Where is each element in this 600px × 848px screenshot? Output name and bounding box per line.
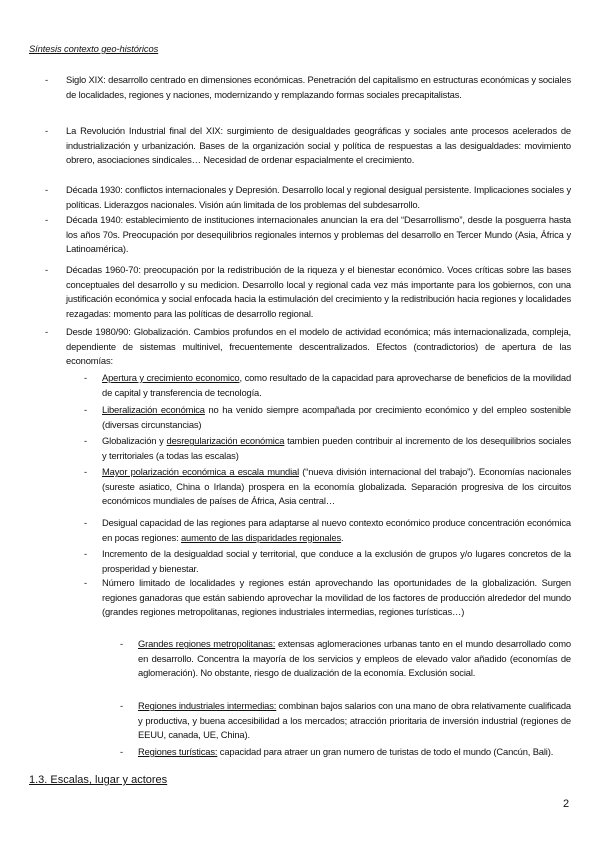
underlined-term: Regiones turísticas: — [138, 746, 218, 757]
sub-bullet-polarizacion: Mayor polarización económica a escala mundial (“nueva división internacional del trabajo”). Economías nacionales (sureste asiatico, China o Irlanda) prospera en la economía globalizada. Separación progresiva de los circuitos económicos mundiales de países de África, Asia central… — [102, 466, 571, 506]
section-heading: Síntesis contexto geo-históricos — [29, 43, 159, 54]
sub-sub-bullet-industriales: Regiones industriales intermedias: combinan bajos salarios con una mano de obra relativamente cualificada y productiva, y buena accesibilidad a los mercados; atracción prioritaria de inversión industrial (regiones de EEUU, canada, UE, China). — [138, 700, 571, 740]
bullet-decada-1930: Década 1930: conflictos internacionales y Depresión. Desarrollo local y regional desigual persistente. Implicaciones sociales y políticas. Liderazgos nacionales. Visión aún limitada de los problemas del subdesarrollo. — [66, 184, 571, 210]
sub-sub-bullet-turisticas: Regiones turísticas: capacidad para atraer un gran numero de turistas de todo el mundo (Cancún, Bali). — [138, 746, 554, 757]
sub-sub-bullet-dash: - — [120, 638, 124, 649]
sub-bullet-dash: - — [84, 435, 88, 446]
sub-sub-bullet-dash: - — [120, 700, 124, 711]
underlined-term: Liberalización económica — [102, 404, 205, 415]
sub-bullet-desregularizacion: Globalización y desregularización económica tambien pueden contribuir al incremento de los desequilibrios sociales y territoriales (a todas las escalas) — [102, 435, 572, 461]
underlined-term: Grandes regiones metropolitanas: — [138, 638, 276, 649]
bullet-revolucion-industrial: La Revolución Industrial final del XIX: surgimiento de desigualdades geográficas y sociales ante procesos acelerados de industrialización y urbanización. Bases de la organización social y política de respuestas a las desigualdades: movimiento obrero, asociaciones sindicales… Necesidad de ordenar espacialmente el crecimiento. — [66, 125, 571, 165]
sub-bullet-dash: - — [84, 404, 88, 415]
underlined-term: aumento de las disparidades regionales — [180, 531, 342, 543]
bullet-dash: - — [45, 74, 49, 85]
sub-bullet-apertura: Apertura y crecimiento economico, como resultado de la capacidad para aprovecharse de beneficios de la movilidad de capital y transferencia de tecnología. — [102, 372, 572, 398]
sub-bullet-disparidades: Desigual capacidad de las regiones para adaptarse al nuevo contexto económico produce concentración económica en pocas regiones: aumento de las disparidades regionales. — [102, 517, 571, 543]
sub-bullet-dash: - — [84, 517, 88, 528]
sub-bullet-regiones-ganadoras: Número limitado de localidades y regiones están aprovechando las oportunidades de la globalización. Surgen regiones ganadoras que están sabiendo aprovechar la movilidad de los factores de producción alrededor del mundo (grandes regiones metropolitanas, regiones industriales intermedias, regiones turísticas…) — [102, 577, 571, 617]
sub-bullet-dash: - — [84, 466, 88, 477]
underlined-term: Apertura y crecimiento economico — [102, 372, 240, 383]
underlined-term: Regiones industriales intermedias: — [138, 700, 277, 711]
bullet-dash: - — [45, 184, 49, 195]
underlined-term: Mayor polarización económica a escala mundial — [102, 466, 299, 477]
sub-bullet-liberalizacion: Liberalización económica no ha venido siempre acompañada por crecimiento económico y del empleo sostenible (diversas circunstancias) — [102, 404, 571, 430]
sub-sub-bullet-metropolitanas: Grandes regiones metropolitanas: extensas aglomeraciones urbanas tanto en el mundo desarrollado como en desarrollo. Concentra la mayoría de los servicios y empleos de elevado valor añadido (economías de aglomeración). No obstante, riesgo de dualización de la economía. Exclusión social. — [138, 638, 571, 678]
sub-bullet-desigualdad: Incremento de la desigualdad social y territorial, que conduce a la exclusión de grupos y/o lugares concretos de la prosperidad y bienestar. — [102, 548, 571, 574]
bullet-desde-1980-90: Desde 1980/90: Globalización. Cambios profundos en el modelo de actividad económica; más internacionalizada, compleja, dependiente de sistemas multinivel, frecuentemente descentralizados. Efectos (contradictorios) de apertura de las economías: — [66, 326, 571, 366]
underlined-term: desregularización económica — [166, 435, 285, 446]
bullet-dash: - — [45, 326, 49, 337]
section-title: 1.3. Escalas, lugar y actores — [29, 774, 168, 786]
sub-bullet-dash: - — [84, 372, 88, 383]
sub-bullet-dash: - — [84, 577, 88, 588]
sub-sub-bullet-dash: - — [120, 746, 124, 757]
bullet-decada-1940: Década 1940: establecimiento de instituciones internacionales anuncian la era del “Desarrollismo”, desde la posguerra hasta los años 70s. Preocupación por desequilibrios regionales internos y problemas del desarrollo en Tercer Mundo (Asia, África y Latinoamérica). — [66, 214, 571, 254]
bullet-siglo-xix: Siglo XIX: desarrollo centrado en dimensiones económicas. Penetración del capitalismo en estructuras económicas y sociales de localidades, regiones y naciones, modernizando y remplazando formas sociales precapitalistas. — [66, 74, 571, 100]
bullet-decadas-1960-70: Décadas 1960-70: preocupación por la redistribución de la riqueza y el bienestar económico. Voces críticas sobre las bases conceptuales del desarrollo y su medicion. Desarrollo local y regional cada vez más importante para los gobiernos, con una justificación económica y social enfocada hacia la estimulación del crecimiento y la redistribución hacia regiones y localidades rezagadas: momento para las políticas de desarrollo regional. — [66, 264, 571, 319]
bullet-dash: - — [45, 125, 49, 136]
page-number: 2 — [563, 798, 570, 810]
bullet-dash: - — [45, 264, 49, 275]
sub-bullet-dash: - — [84, 548, 88, 559]
bullet-dash: - — [45, 214, 49, 225]
